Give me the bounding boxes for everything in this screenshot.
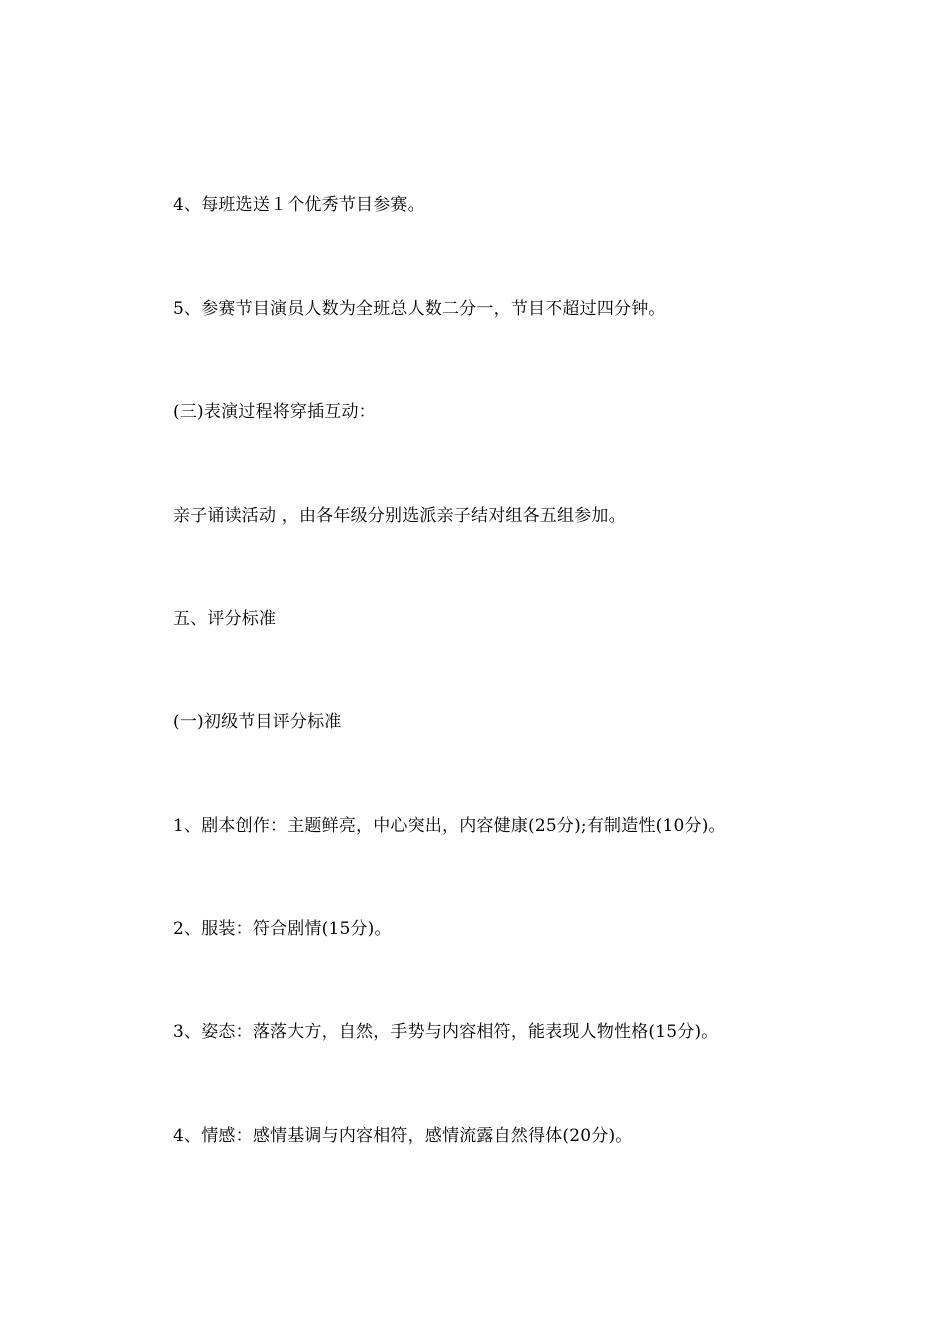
- criterion-costume: 2、服装：符合剧情(15分)。: [173, 919, 392, 939]
- section-heading-scoring: 五、评分标准: [173, 609, 277, 629]
- subsection-heading-junior: (一)初级节目评分标准: [173, 712, 342, 732]
- paragraph-interaction-heading: (三)表演过程将穿插互动：: [173, 402, 376, 422]
- criterion-script: 1、剧本创作：主题鲜亮，中心突出，内容健康(25分);有制造性(10分)。: [173, 816, 726, 836]
- paragraph-class-selection: 4、每班选送１个优秀节目参赛。: [173, 195, 425, 215]
- paragraph-parent-child-reading: 亲子诵读活动 ，由各年级分别选派亲子结对组各五组参加。: [173, 506, 626, 526]
- criterion-emotion: 4、情感：感情基调与内容相符，感情流露自然得体(20分)。: [173, 1126, 633, 1146]
- paragraph-performer-count: 5、参赛节目演员人数为全班总人数二分一，节目不超过四分钟。: [173, 299, 666, 319]
- criterion-posture: 3、姿态：落落大方，自然，手势与内容相符，能表现人物性格(15分)。: [173, 1022, 719, 1042]
